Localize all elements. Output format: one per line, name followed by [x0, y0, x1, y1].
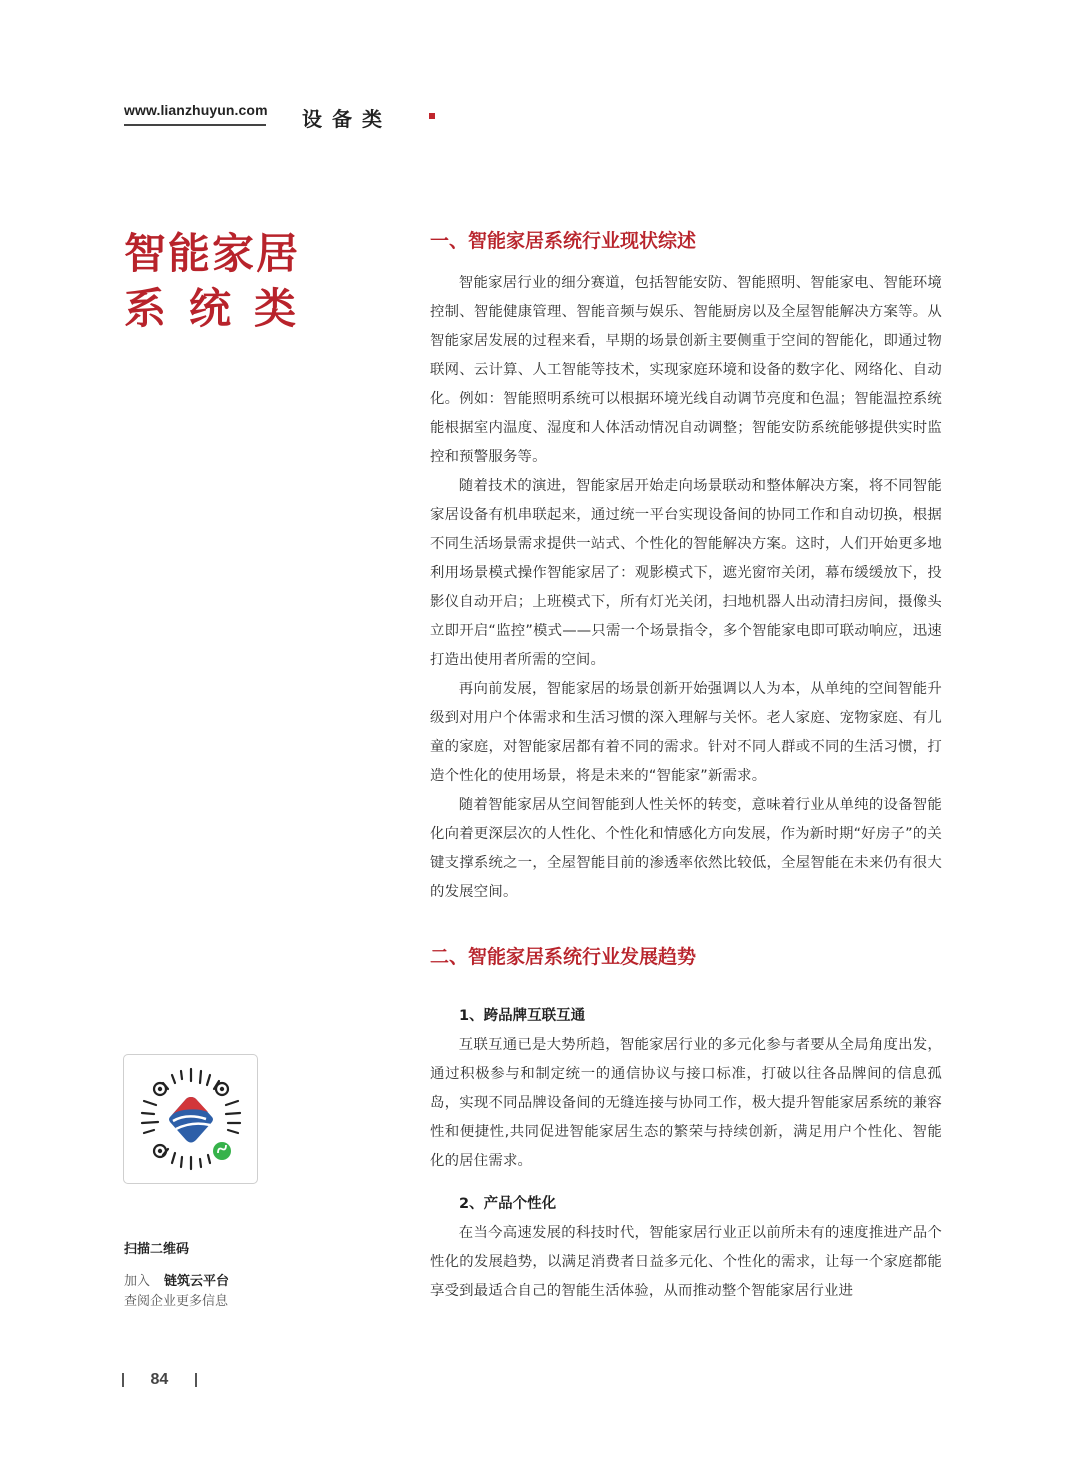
qr-code[interactable] — [123, 1054, 258, 1184]
section-2 — [430, 942, 942, 1306]
qr-code-icon — [132, 1061, 250, 1177]
section-1-paragraph: 再向前发展，智能家居的场景创新开始强调以人为本，从单纯的空间智能升级到对用户个体需求和生活习惯的深入理解与关怀。老人家庭、宠物家庭、有儿童的家庭，对智能家居都有着不同的需求。针对不同人群或不同的生活习惯，打造个性化的使用场景，将是未来的“智能家”新需求。 — [430, 681, 942, 784]
divider — [195, 1373, 197, 1387]
section-2-heading: 二、智能家居系统行业发展趋势 — [430, 946, 697, 968]
section-1-paragraph: 随着智能家居从空间智能到人性关怀的转变，意味着行业从单纯的设备智能化向着更深层次的人性化、个性化和情感化方向发展，作为新时期“好房子”的关键支撑系统之一，全屋智能目前的渗透率依然比较低，全屋智能在未来仍有很大的发展空间。 — [430, 797, 942, 900]
join-prefix: 加入 — [124, 1274, 151, 1289]
more-info-text: 查阅企业更多信息 — [124, 1294, 229, 1309]
site-url-underline — [124, 124, 266, 126]
subsection-paragraph: 在当今高速发展的科技时代，智能家居行业正以前所未有的速度推进产品个性化的发展趋势，以满足消费者日益多元化、个性化的需求，让每一个家庭都能享受到最适合自己的智能生活体验，从而推动整个智能家居行业进 — [430, 1225, 942, 1299]
subsection-paragraph: 互联互通已是大势所趋，智能家居行业的多元化参与者要从全局角度出发，通过积极参与和制定统一的通信协议与接口标准，打破以往各品牌间的信息孤岛，实现不同品牌设备间的无缝连接与协同工作，极大提升智能家居系统的兼容性和便捷性,共同促进智能家居生态的繁荣与持续创新，满足用户个性化、智能化的居住需求。 — [430, 1037, 942, 1169]
join-platform-line — [124, 1270, 229, 1289]
section-1 — [430, 226, 942, 907]
section-1-paragraph: 随着技术的演进，智能家居开始走向场景联动和整体解决方案，将不同智能家居设备有机串联起来，通过统一平台实现设备间的协同工作和自动切换，根据不同生活场景需求提供一站式、个性化的智能解决方案。这时，人们开始更多地利用场景模式操作智能家居了：观影模式下，遮光窗帘关闭，幕布缓缓放下，投影仪自动开启；上班模式下，所有灯光关闭，扫地机器人出动清扫房间，摄像头立即开启“监控”模式——只需一个场景指令，多个智能家电即可联动响应，迅速打造出使用者所需的空间。 — [430, 478, 942, 668]
platform-brand: 链筑云平台 — [164, 1274, 230, 1289]
section-1-heading: 一、智能家居系统行业现状综述 — [430, 230, 697, 252]
page-number-footer — [122, 1371, 197, 1389]
category-label: 设备类 — [302, 107, 392, 131]
accent-square-icon — [429, 113, 435, 119]
divider — [122, 1373, 124, 1387]
subsection-interoperability — [430, 1002, 942, 1176]
subsection-heading: 2、产品个性化 — [459, 1196, 557, 1212]
page-title — [124, 226, 319, 336]
section-1-paragraph: 智能家居行业的细分赛道，包括智能安防、智能照明、智能家电、智能环境控制、智能健康管理、智能音频与娱乐、智能厨房以及全屋智能解决方案等。从智能家居发展的过程来看，早期的场景创新主要侧重于空间的智能化，即通过物联网、云计算、人工智能等技术，实现家庭环境和设备的数字化、网络化、自动化。例如：智能照明系统可以根据环境光线自动调节亮度和色温；智能温控系统能根据室内温度、湿度和人体活动情况自动调整；智能安防系统能够提供实时监控和预警服务等。 — [430, 275, 942, 465]
scan-qr-label: 扫描二维码 — [124, 1242, 190, 1257]
subsection-personalization — [430, 1190, 942, 1306]
site-url[interactable]: www.lianzhuyun.com — [124, 102, 268, 118]
page-title-line-2: 系统类 — [124, 284, 320, 333]
subsection-heading: 1、跨品牌互联互通 — [459, 1008, 586, 1024]
page-number: 84 — [150, 1371, 169, 1388]
page-title-line-1: 智能家居 — [124, 229, 301, 278]
